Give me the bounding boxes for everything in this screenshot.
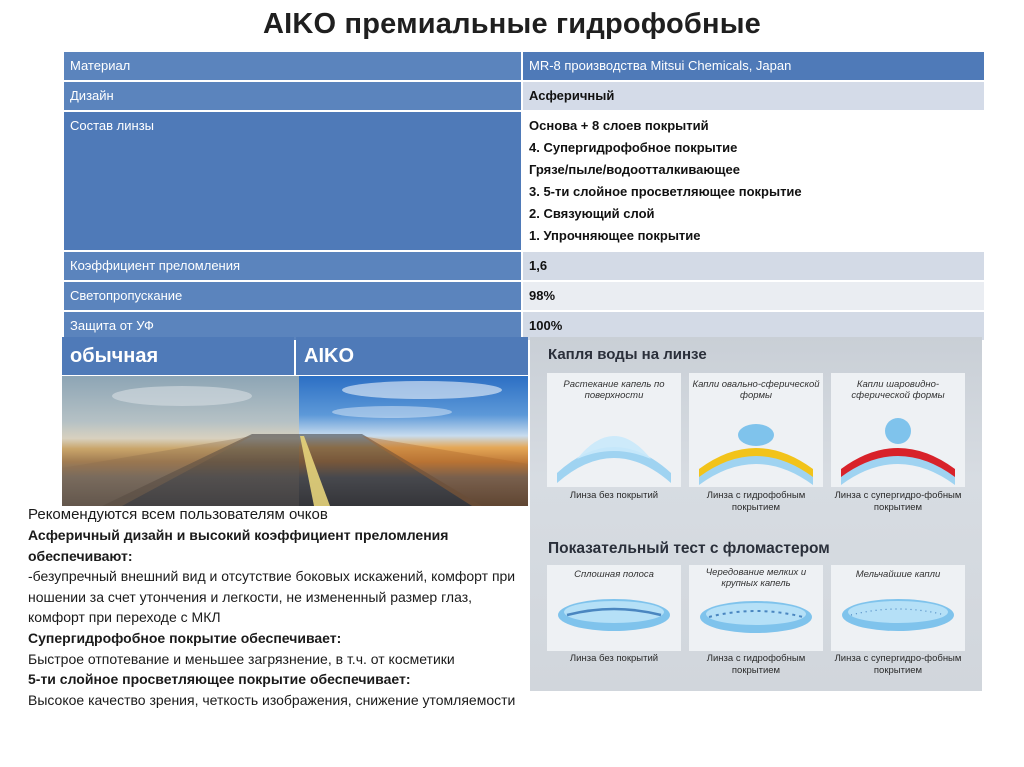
description-heading-antireflective: 5-ти слойное просветляющее покрытие обеспечивает: xyxy=(28,671,411,688)
drop-label-hydrophobic: Линза с гидрофобным покрытием xyxy=(706,490,806,513)
description-text-antireflective: Высокое качество зрения, четкость изображения, снижение утомляемости xyxy=(28,691,516,708)
marker-label-uncoated: Линза без покрытий xyxy=(569,653,659,664)
marker-card-hydrophobic xyxy=(689,565,823,651)
table-row xyxy=(63,81,985,111)
table-row xyxy=(63,111,985,251)
drop-card-superhydrophobic xyxy=(831,373,965,487)
page-title: AIKO премиальные гидрофобные xyxy=(262,8,762,40)
spec-label: Дизайн xyxy=(63,81,522,111)
table-row xyxy=(63,251,985,281)
drop-card-hydrophobic xyxy=(689,373,823,487)
description xyxy=(28,505,518,710)
marker-caption: Чередование мелких и крупных капель xyxy=(705,567,807,589)
drop-caption: Капли шаровидно-сферической формы xyxy=(851,379,945,401)
spec-label: Коэффициент преломления xyxy=(63,251,522,281)
water-drop-title: Капля воды на линзе xyxy=(548,346,707,363)
comparison-label-aiko: AIKO xyxy=(296,337,528,375)
spec-value: Асферичный xyxy=(522,81,985,111)
marker-card-uncoated xyxy=(547,565,681,651)
drop-caption: Капли овально-сферической формы xyxy=(692,379,820,401)
description-text-hydrophobic: Быстрое отпотевание и меньшее загрязнение, в т.ч. от косметики xyxy=(28,650,455,667)
spec-value: Основа + 8 слоев покрытий 4. Супергидрофобное покрытие Грязе/пыле/водоотталкивающее 3. 5-ти слойное просветляющее покрытие 2. Связующий слой 1. Упрочняющее покрытие xyxy=(522,111,985,251)
spec-value: 98% xyxy=(522,281,985,311)
spec-value: 1,6 xyxy=(522,251,985,281)
drop-label-superhydrophobic: Линза с супергидро-фобным покрытием xyxy=(834,490,962,513)
description-lead: Рекомендуются всем пользователям очков xyxy=(28,506,328,523)
drop-superhydrophobic-icon xyxy=(831,373,965,487)
coating-infographic xyxy=(530,337,982,691)
spec-value: MR-8 производства Mitsui Chemicals, Japan xyxy=(522,51,985,81)
comparison-label-regular: обычная xyxy=(62,337,294,375)
marker-uncoated-icon xyxy=(547,565,681,651)
marker-superhydrophobic-icon xyxy=(831,565,965,651)
marker-card-superhydrophobic xyxy=(831,565,965,651)
marker-caption: Мельчайшие капли xyxy=(855,569,941,580)
marker-hydrophobic-icon xyxy=(689,565,823,651)
table-row xyxy=(63,281,985,311)
drop-card-uncoated xyxy=(547,373,681,487)
drop-label-uncoated: Линза без покрытий xyxy=(569,490,659,501)
drop-hydrophobic-icon xyxy=(689,373,823,487)
marker-label-hydrophobic: Линза с гидрофобным покрытием xyxy=(706,653,806,676)
table-row xyxy=(63,51,985,81)
description-heading-hydrophobic: Супергидрофобное покрытие обеспечивает: xyxy=(28,629,342,646)
description-heading-aspheric: Асферичный дизайн и высокий коэффициент преломления обеспечивают: xyxy=(28,527,449,564)
spec-label: Защита от УФ xyxy=(63,311,522,341)
drop-caption: Растекание капель по поверхности xyxy=(563,379,665,401)
marker-label-superhydrophobic: Линза с супергидро-фобным покрытием xyxy=(834,653,962,676)
spec-label: Состав линзы xyxy=(63,111,522,251)
marker-caption: Сплошная полоса xyxy=(574,569,654,580)
road-illustration xyxy=(62,376,528,506)
spec-table xyxy=(62,50,986,342)
spec-label: Светопропускание xyxy=(63,281,522,311)
spec-label: Материал xyxy=(63,51,522,81)
description-text-aspheric: -безупречный внешний вид и отсутствие боковых искажений, комфорт при ношении за счет утончения и легкости, не измененный размер глаз, комфорт при переходе с МКЛ xyxy=(28,568,516,626)
road-comparison-photo xyxy=(62,376,528,506)
spec-value: 100% xyxy=(522,311,985,341)
drop-uncoated-icon xyxy=(547,373,681,487)
marker-test-title: Показательный тест с фломастером xyxy=(548,540,830,557)
